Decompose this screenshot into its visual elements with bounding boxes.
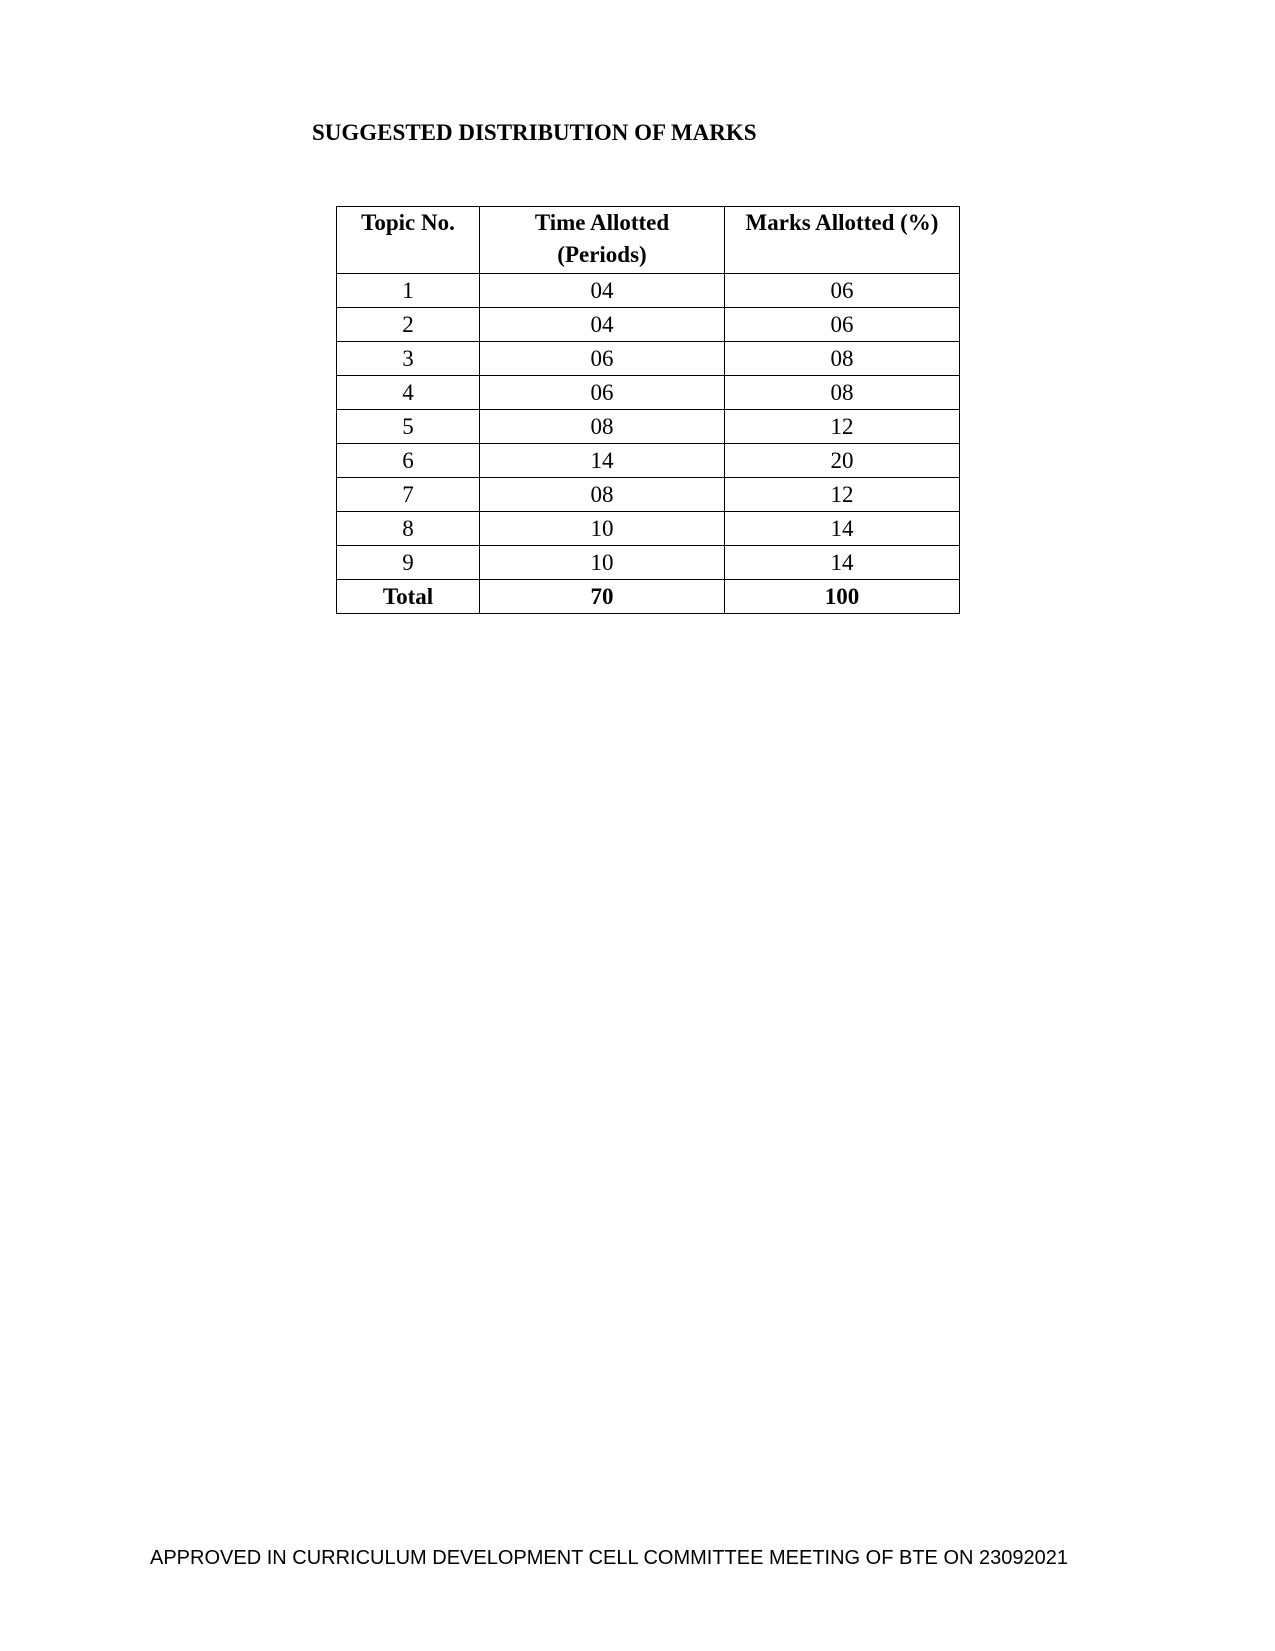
approval-footer: APPROVED IN CURRICULUM DEVELOPMENT CELL COMMITTEE MEETING OF BTE ON 23092021 — [150, 1547, 1068, 1569]
cell-topic: 2 — [337, 308, 480, 342]
cell-marks: 12 — [725, 410, 960, 444]
table-row — [337, 308, 960, 342]
cell-topic: 8 — [337, 512, 480, 546]
table-row — [337, 478, 960, 512]
table-total-row — [337, 580, 960, 614]
table-row — [337, 512, 960, 546]
table-row — [337, 376, 960, 410]
cell-time: 06 — [480, 376, 725, 410]
table-row — [337, 274, 960, 308]
table-row — [337, 410, 960, 444]
cell-marks: 08 — [725, 342, 960, 376]
header-topic-no: Topic No. — [337, 207, 480, 274]
cell-marks: 20 — [725, 444, 960, 478]
cell-marks: 08 — [725, 376, 960, 410]
cell-topic: 9 — [337, 546, 480, 580]
marks-distribution-table — [336, 206, 960, 614]
cell-time: 14 — [480, 444, 725, 478]
page-title: SUGGESTED DISTRIBUTION OF MARKS — [312, 120, 757, 145]
cell-marks: 14 — [725, 546, 960, 580]
cell-time: 04 — [480, 274, 725, 308]
cell-total-marks: 100 — [725, 580, 960, 614]
header-marks-allotted: Marks Allotted (%) — [725, 207, 960, 274]
cell-total-label: Total — [337, 580, 480, 614]
header-time-allotted — [480, 207, 725, 274]
cell-topic: 6 — [337, 444, 480, 478]
table-row — [337, 342, 960, 376]
header-time-line1: Time Allotted — [534, 210, 670, 235]
cell-time: 10 — [480, 512, 725, 546]
header-time-line2: (Periods) — [557, 242, 647, 267]
cell-topic: 3 — [337, 342, 480, 376]
cell-marks: 06 — [725, 308, 960, 342]
cell-topic: 5 — [337, 410, 480, 444]
cell-time: 08 — [480, 478, 725, 512]
cell-marks: 12 — [725, 478, 960, 512]
cell-time: 06 — [480, 342, 725, 376]
table-row — [337, 444, 960, 478]
cell-marks: 06 — [725, 274, 960, 308]
cell-time: 08 — [480, 410, 725, 444]
cell-marks: 14 — [725, 512, 960, 546]
cell-total-time: 70 — [480, 580, 725, 614]
cell-topic: 1 — [337, 274, 480, 308]
table-header-row — [337, 207, 960, 274]
cell-time: 10 — [480, 546, 725, 580]
cell-topic: 7 — [337, 478, 480, 512]
table-row — [337, 546, 960, 580]
cell-time: 04 — [480, 308, 725, 342]
cell-topic: 4 — [337, 376, 480, 410]
